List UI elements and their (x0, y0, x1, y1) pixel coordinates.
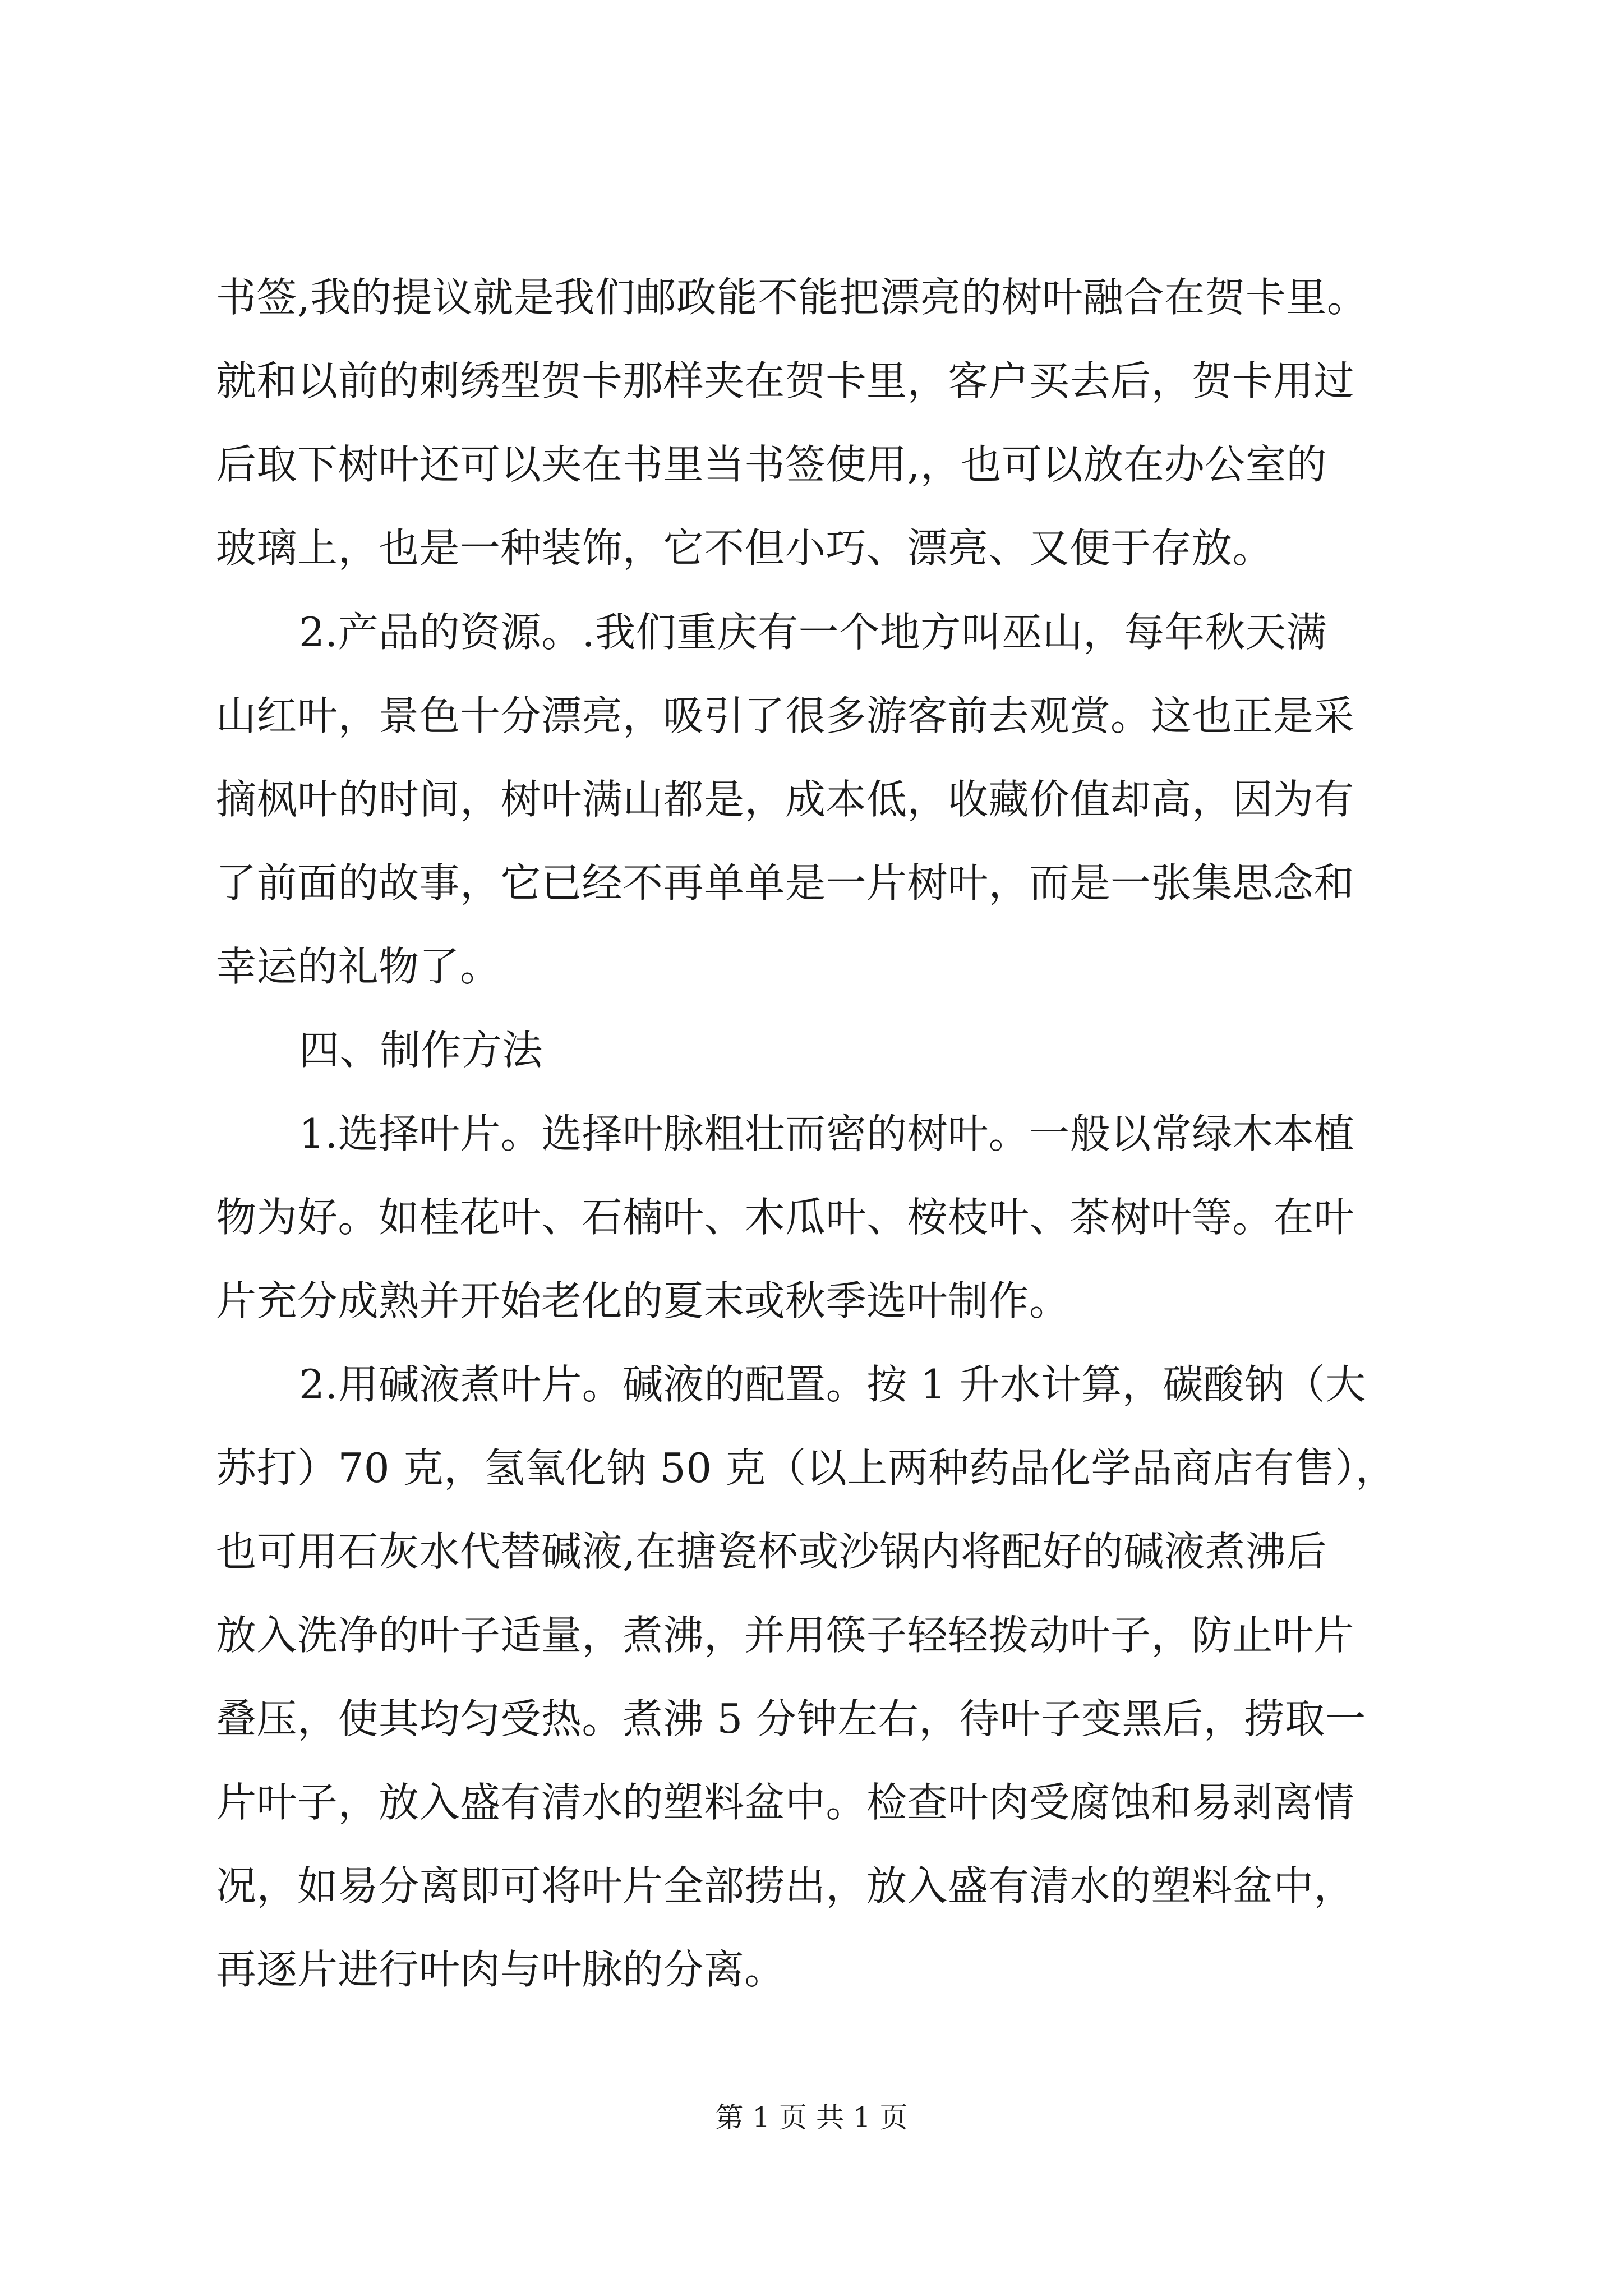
section-heading: 四、制作方法 (299, 1027, 543, 1074)
body-line: 了前面的故事，它已经不再单单是一片树叶，而是一张集思念和 (216, 859, 1355, 907)
body-line: 就和以前的刺绣型贺卡那样夹在贺卡里，客户买去后，贺卡用过 (216, 357, 1355, 404)
body-line: 片充分成熟并开始老化的夏末或秋季选叶制作。 (216, 1277, 1070, 1324)
body-line: 放入洗净的叶子适量，煮沸，并用筷子轻轻拨动叶子，防止叶片 (216, 1612, 1355, 1659)
body-line: 叠压，使其均匀受热。煮沸 5 分钟左右，待叶子变黑后，捞取一 (216, 1695, 1366, 1742)
body-line: 再逐片进行叶肉与叶脉的分离。 (216, 1946, 786, 1993)
body-line: 苏打）70 克，氢氧化钠 50 克（以上两种药品化学品商店有售）， (216, 1444, 1396, 1492)
body-line: 摘枫叶的时间，树叶满山都是，成本低，收藏价值却高，因为有 (216, 776, 1355, 823)
body-line: 幸运的礼物了。 (216, 943, 501, 990)
body-line: 物为好。如桂花叶、石楠叶、木瓜叶、桉枝叶、茶树叶等。在叶 (216, 1194, 1355, 1241)
body-line: 况，如易分离即可将叶片全部捞出，放入盛有清水的塑料盆中， (216, 1862, 1355, 1910)
body-line: 书签,我的提议就是我们邮政能不能把漂亮的树叶融合在贺卡里。 (216, 274, 1368, 321)
paragraph-first-line: 2.产品的资源。.我们重庆有一个地方叫巫山，每年秋天满 (299, 609, 1327, 656)
paragraph-first-line: 1.选择叶片。选择叶脉粗壮而密的树叶。一般以常绿木本植 (299, 1110, 1355, 1157)
page-number-footer: 第 1 页 共 1 页 (715, 2101, 908, 2134)
body-line: 玻璃上，也是一种装饰，它不但小巧、漂亮、又便于存放。 (216, 524, 1274, 572)
body-line: 也可用石灰水代替碱液,在搪瓷杯或沙锅内将配好的碱液煮沸后 (216, 1528, 1327, 1575)
body-line: 片叶子，放入盛有清水的塑料盆中。检查叶肉受腐蚀和易剥离情 (216, 1779, 1355, 1826)
body-line: 后取下树叶还可以夹在书里当书签使用,，也可以放在办公室的 (216, 441, 1327, 488)
body-line: 山红叶，景色十分漂亮，吸引了很多游客前去观赏。这也正是采 (216, 692, 1355, 739)
paragraph-first-line: 2.用碱液煮叶片。碱液的配置。按 1 升水计算，碳酸钠（大 (299, 1361, 1366, 1408)
